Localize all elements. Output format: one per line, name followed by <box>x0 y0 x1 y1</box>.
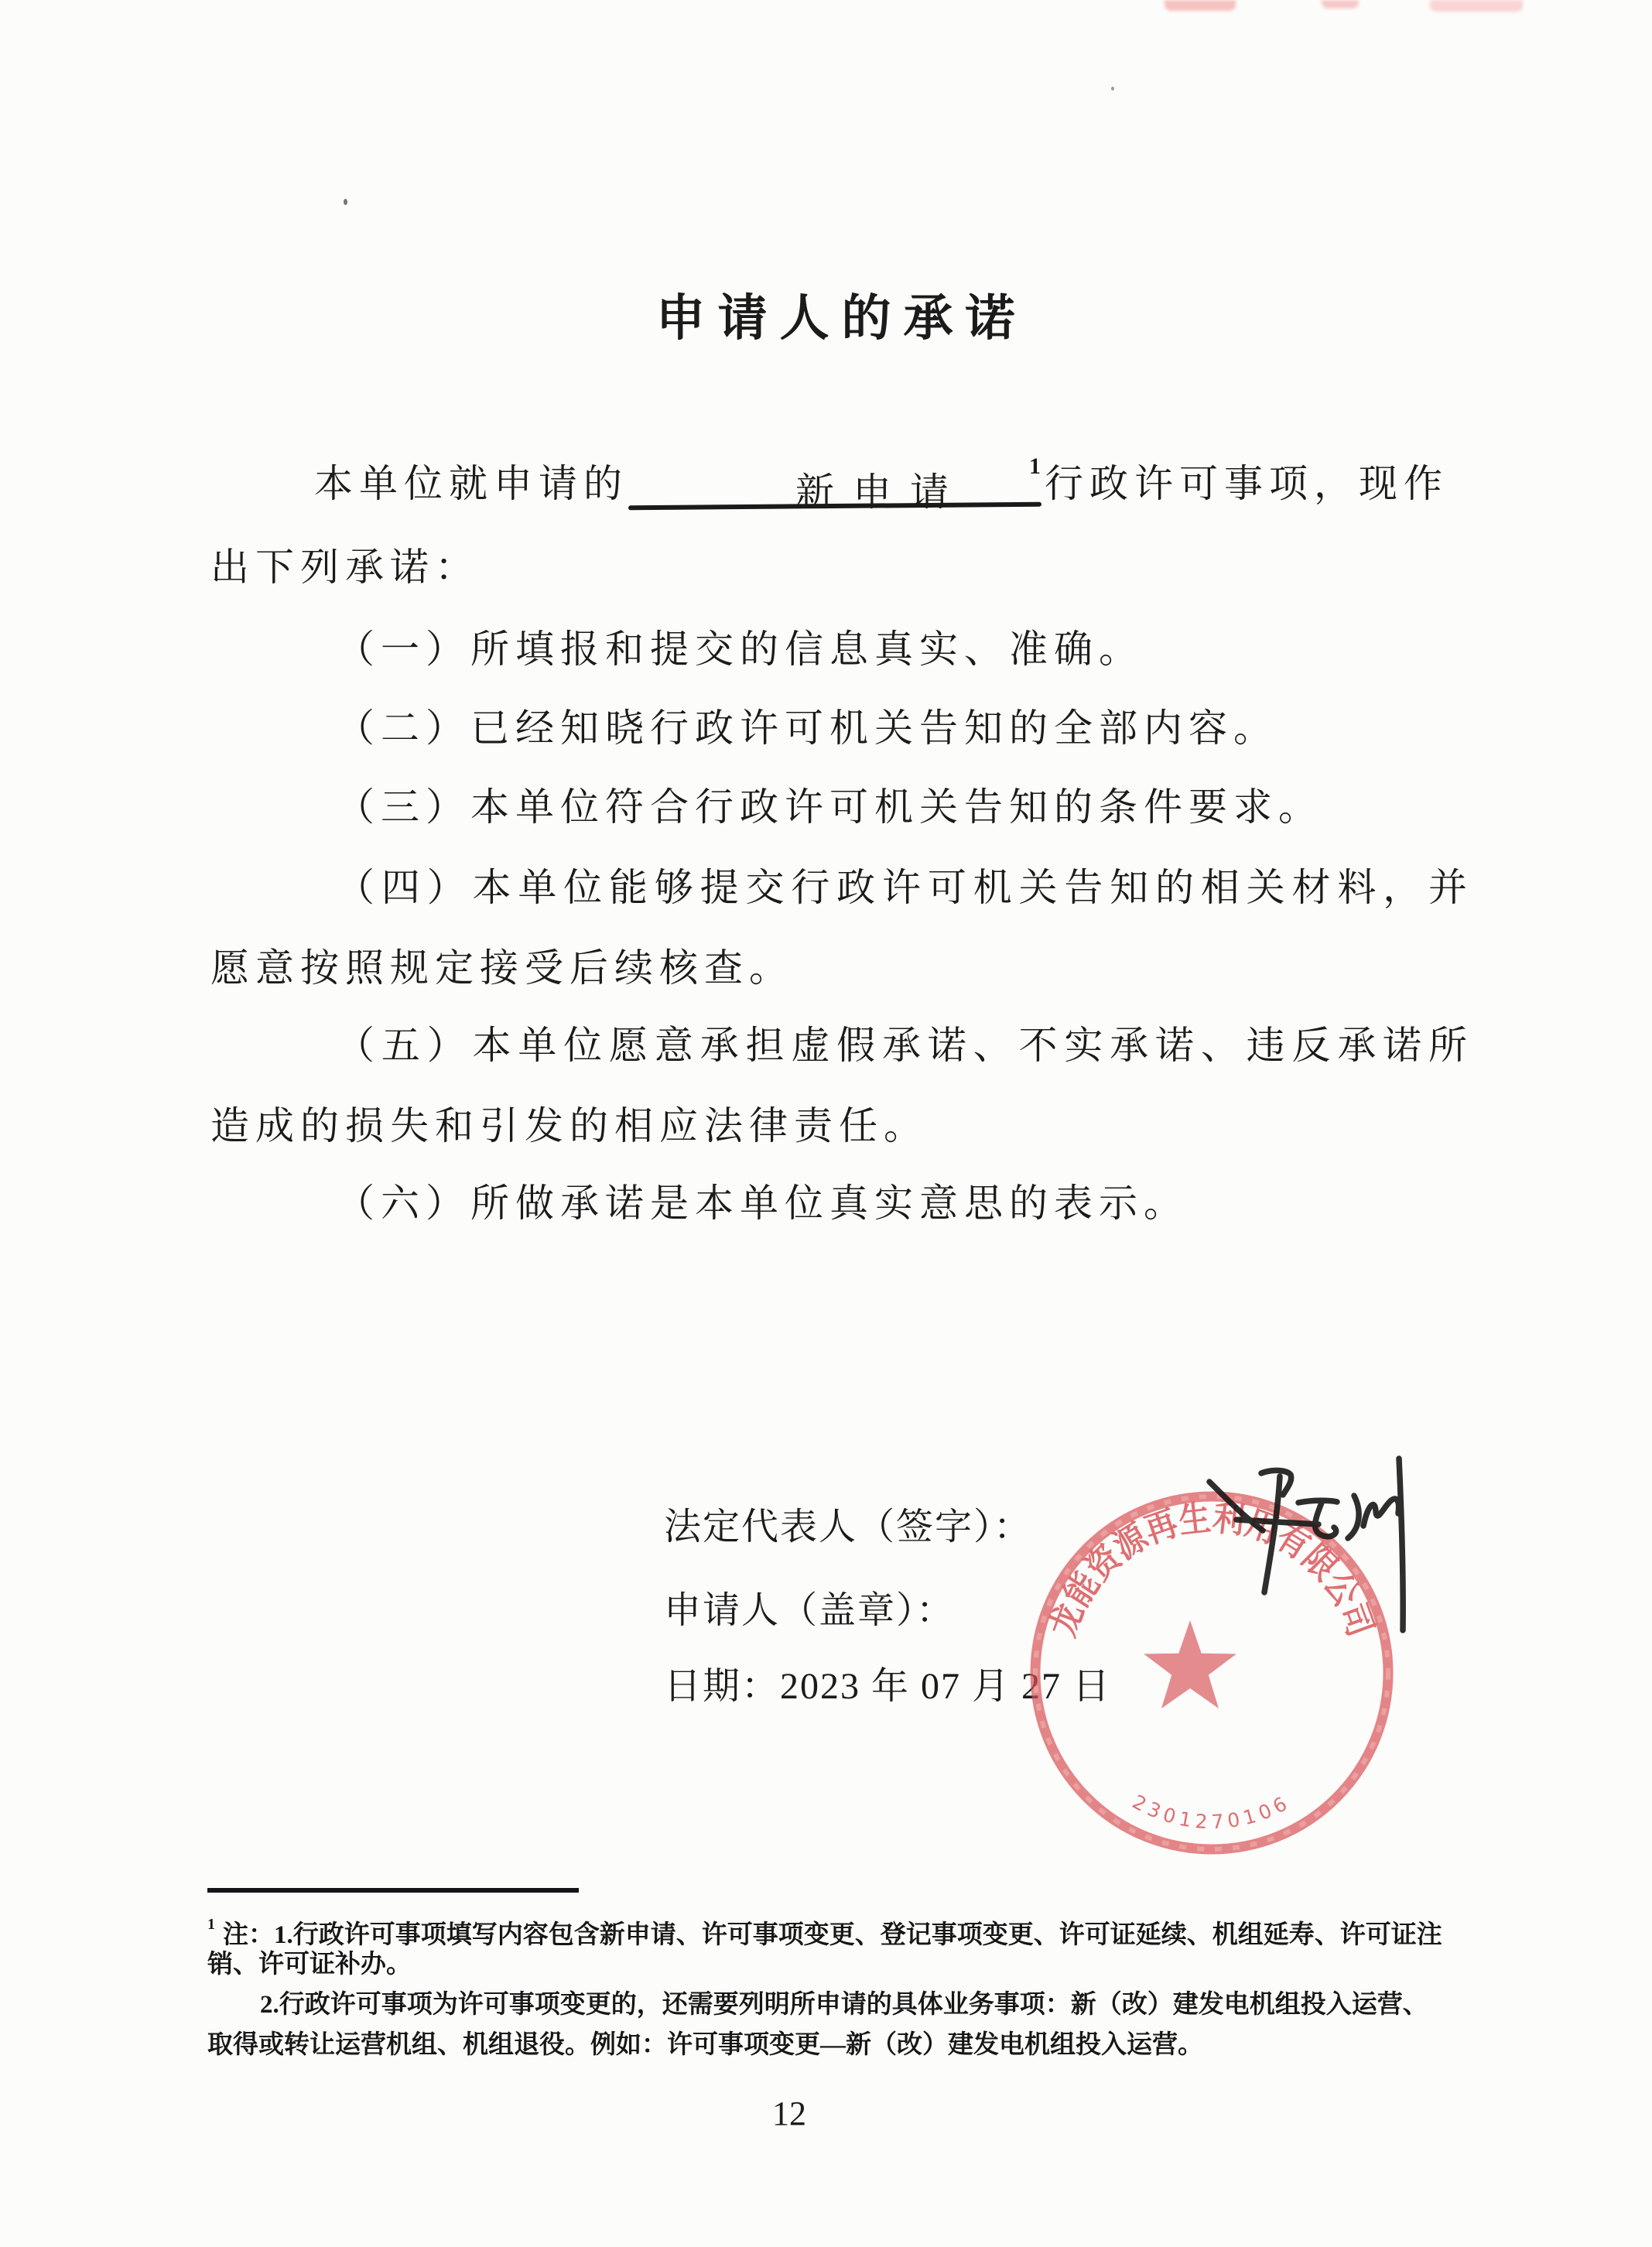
ink-speck <box>344 199 347 205</box>
intro-carry-text: 出下列承诺： <box>210 546 480 589</box>
scan-smudge <box>1165 0 1236 11</box>
blank-value-text: 新申请 <box>795 470 967 514</box>
footnote-line: 2.行政许可事项为许可事项变更的，还需要列明所申请的具体业务事项：新（改）建发电机组投入运营、 <box>260 1991 1428 2019</box>
legal-rep-signature-label: 法定代表人（签字）： <box>664 1507 1033 1548</box>
date-line <box>664 1656 1111 1709</box>
intro-lead-text: 本单位就申请的 <box>314 462 628 505</box>
scan-smudge <box>1430 0 1523 12</box>
commitment-line: 造成的损失和引发的相应法律责任。 <box>210 1104 929 1147</box>
seal-arc-text: 龙能资源再生利用有限公司 <box>1042 1497 1383 1646</box>
commitment-line: （一）所填报和提交的信息真实、准确。 <box>336 628 1144 671</box>
commitment-line: （五）本单位愿意承担虚假承诺、不实承诺、违反承诺所 <box>336 1024 1473 1067</box>
footnote-separator <box>207 1888 579 1893</box>
commitment-line: （三）本单位符合行政许可机关告知的条件要求。 <box>336 785 1323 829</box>
intro-tail-text: 行政许可事项，现作 <box>1045 462 1448 505</box>
footnote-ref-superscript: 1 <box>1029 453 1041 479</box>
footnote-line: 销、许可证补办。 <box>207 1951 412 1979</box>
handwritten-signature-ink <box>1209 1459 1403 1630</box>
scan-smudge <box>1322 0 1359 9</box>
svg-text:2301270106 <box>1129 1790 1295 1833</box>
seal-star-icon <box>1144 1620 1236 1708</box>
ink-speck <box>1111 87 1114 91</box>
footnote-line: 取得或转让运营机组、机组退役。例如：许可事项变更—新（改）建发电机组投入运营。 <box>207 2031 1203 2059</box>
seal-serial-number: 2301270106 <box>1128 1790 1295 1834</box>
page-number: 12 <box>772 2095 806 2132</box>
commitment-line: 愿意按照规定接受后续核查。 <box>210 946 794 990</box>
commitment-line: （二）已经知晓行政许可机关告知的全部内容。 <box>336 706 1278 750</box>
commitment-line: （四）本单位能够提交行政许可机关告知的相关材料，并 <box>336 866 1473 909</box>
date-label: 日期： <box>664 1666 781 1707</box>
footnote-text: 注：1.行政许可事项填写内容包含新申请、许可事项变更、登记事项变更、许可证延续、机组延寿、许可证注 <box>223 1921 1442 1949</box>
applicant-seal-label: 申请人（盖章）： <box>664 1590 956 1631</box>
footnote-marker-superscript: 1 <box>207 1916 215 1933</box>
footnote-line <box>207 1908 1442 1951</box>
svg-text:龙能资源再生利用有限公司 <box>1042 1497 1383 1646</box>
date-value: 2023 年 07 月 27 日 <box>780 1666 1112 1707</box>
commitment-line: （六）所做承诺是本单位真实意思的表示。 <box>336 1182 1189 1225</box>
page-title: 申请人的承诺 <box>655 291 1028 346</box>
